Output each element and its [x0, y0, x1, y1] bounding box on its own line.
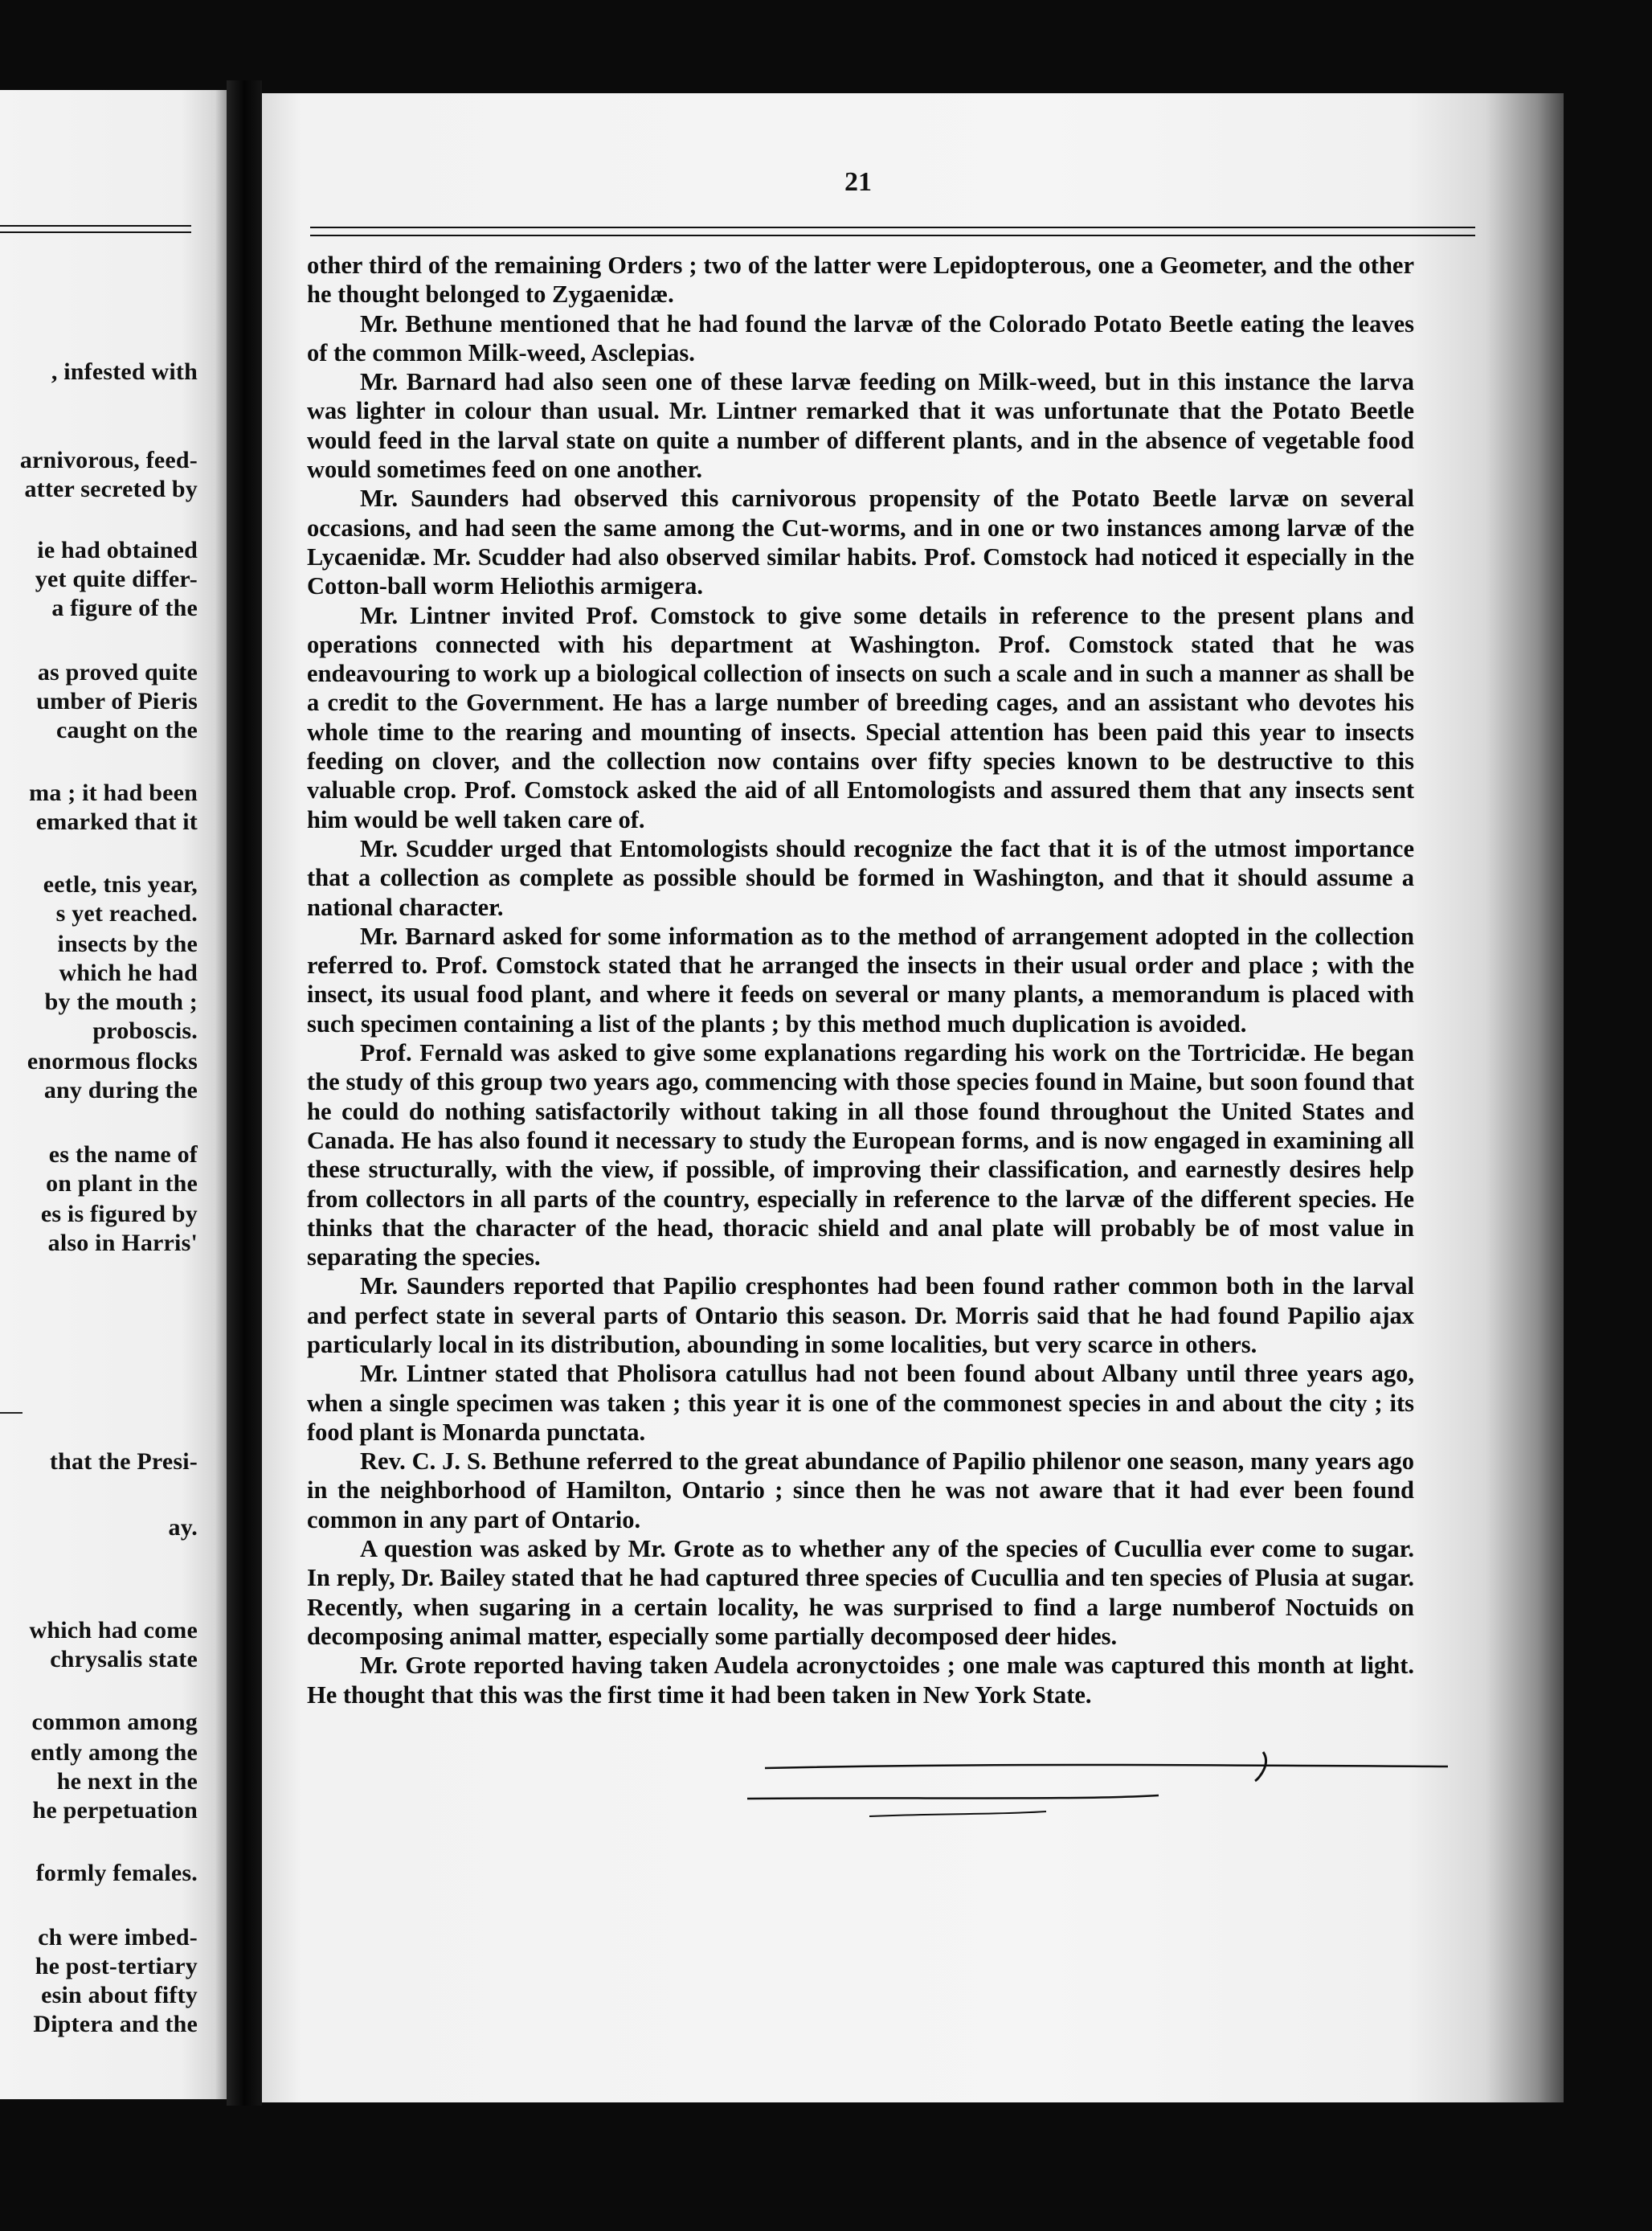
previous-page-line: any during the	[43, 1077, 198, 1103]
previous-page-line: s yet reached.	[55, 900, 198, 927]
previous-page-header-rule	[0, 225, 191, 233]
header-rule	[310, 227, 1475, 236]
paragraph: Mr. Lintner invited Prof. Comstock to give some details in reference to the present plans and operations connected with his department at Washington. Prof. Comstock stated that he was endeavouring to work up a biological collection of insects on such a scale and in such a manner as shall be a credit to the Government. He has a large number of breeding cages, and an assistant who devotes his whole time to the rearing and mounting of insects. Special attention has been paid this year to insects feeding on clover, and the collection now contains over fifty species known to be destructive to this valuable crop. Prof. Comstock asked the aid of all Entomologists and assured them that any insects sent him would be well taken care of.	[307, 601, 1414, 833]
previous-page-line: common among	[31, 1709, 198, 1735]
book-gutter	[227, 80, 262, 2106]
previous-page-line: also in Harris'	[47, 1230, 198, 1256]
previous-page-section-rule	[0, 1412, 22, 1414]
previous-page-line: caught on the	[56, 717, 198, 743]
previous-page-line: es the name of	[48, 1141, 198, 1168]
paragraph: other third of the remaining Orders ; two of the latter were Lepidopterous, one a Geometer, and the other he thought belonged to Zygaenidæ.	[307, 252, 1414, 309]
previous-page-line: he next in the	[56, 1768, 198, 1795]
previous-page-line: formly females.	[35, 1860, 198, 1886]
previous-page-line: ch were imbed-	[38, 1924, 198, 1951]
page	[262, 93, 1564, 2102]
paragraph: Prof. Fernald was asked to give some explanations regarding his work on the Tortricidæ. He began the study of this group two years ago, commencing with those species found in Maine, but soon found that he could do nothing satisfactorily without taking in all those found throughout the United States and Canada. He has also found it necessary to study the European forms, and is now engaged in examining all these structurally, with the view, if possible, of improving their classification, and earnestly desires help from collectors in all parts of the country, especially in reference to the larvæ of the different species. He thinks that the character of the head, thoracic shield and anal plate will probably be of most value in separating the species.	[307, 1039, 1414, 1271]
page-body	[307, 251, 1414, 1709]
paragraph: Mr. Lintner stated that Pholisora catullus had not been found about Albany until three years ago, when a single specimen was taken ; this year it is one of the commonest species in and about the city ; its food plant is Monarda punctata.	[307, 1360, 1414, 1446]
previous-page-line: which he had	[59, 960, 198, 986]
paragraph: Mr. Bethune mentioned that he had found the larvæ of the Colorado Potato Beetle eating the leaves of the common Milk-weed, Asclepias.	[307, 309, 1414, 366]
paragraph: Mr. Barnard had also seen one of these larvæ feeding on Milk-weed, but in this instance the larva was lighter in colour than usual. Mr. Lintner remarked that it was unfortunate that the Potato Beetle would feed in the larval state on quite a number of different plants, and in the absence of vegetable food would sometimes feed on one another.	[307, 368, 1414, 484]
previous-page-line: on plant in the	[46, 1170, 198, 1197]
previous-page	[0, 90, 227, 2099]
previous-page-line: insects by the	[57, 931, 198, 957]
previous-page-line: proboscis.	[92, 1017, 198, 1044]
previous-page-line: emarked that it	[35, 808, 198, 835]
previous-page-line: ay.	[168, 1514, 198, 1541]
previous-page-line: , infested with	[51, 358, 198, 385]
previous-page-line: ently among the	[31, 1739, 198, 1766]
previous-page-line: he post-tertiary	[35, 1953, 198, 1979]
paragraph: Mr. Barnard asked for some information as to the method of arrangement adopted in the collection referred to. Prof. Comstock stated that he arranged the insects in their usual order and place ; with the insect, its usual food plant, and where it feeds on several or many plants, a memorandum is placed with such specimen containing a list of the plants ; by this method much duplication is avoided.	[307, 922, 1414, 1038]
previous-page-line: he perpetuation	[32, 1797, 198, 1824]
previous-page-line: esin about fifty	[41, 1982, 198, 2008]
paragraph: Mr. Scudder urged that Entomologists should recognize the fact that it is of the utmost importance that a collection as complete as possible should be formed in Washington, and that it should assume a national character.	[307, 834, 1414, 921]
previous-page-line: ma ; it had been	[29, 780, 198, 806]
previous-page-line: by the mouth ;	[44, 989, 198, 1015]
previous-page-line: ie had obtained	[37, 537, 198, 563]
previous-page-line: a figure of the	[51, 595, 198, 621]
previous-page-line: eetle, tnis year,	[43, 871, 198, 898]
previous-page-line: Diptera and the	[33, 2011, 198, 2037]
previous-page-line: that the Presi-	[49, 1448, 198, 1475]
previous-page-line: arnivorous, feed-	[19, 447, 198, 473]
paragraph: A question was asked by Mr. Grote as to whether any of the species of Cucullia ever come to sugar. In reply, Dr. Bailey stated that he had captured three species of Cucullia and ten species of Plusia at sugar. Recently, when sugaring in a certain locality, he was surprised to find a large numberof Noctuids on decomposing animal matter, especially some partially decomposed deer hides.	[307, 1535, 1414, 1650]
previous-page-line: es is figured by	[40, 1201, 198, 1227]
previous-page-line: enormous flocks	[27, 1048, 198, 1075]
previous-page-line: yet quite differ-	[35, 566, 198, 592]
paragraph: Mr. Saunders had observed this carnivorous propensity of the Potato Beetle larvæ on several occasions, and had seen the same among the Cut-worms, and in one or two instances among larvæ of the Lycaenidæ. Mr. Scudder had also observed similar habits. Prof. Comstock had noticed it especially in the Cotton-ball worm Heliothis armigera.	[307, 485, 1414, 600]
handwritten-underline-mark	[741, 1749, 1464, 1821]
previous-page-line: umber of Pieris	[36, 688, 198, 714]
previous-page-line: chrysalis state	[50, 1646, 198, 1672]
paragraph: Mr. Saunders reported that Papilio cresphontes had been found rather common both in the larval and perfect state in several parts of Ontario this season. Dr. Morris said that he had found Papilio ajax particularly local in its distribution, abounding in some localities, but very scarce in others.	[307, 1272, 1414, 1358]
paragraph: Mr. Grote reported having taken Audela acronyctoides ; one male was captured this month at light. He thought that this was the first time it had been taken in New York State.	[307, 1652, 1414, 1709]
paragraph: Rev. C. J. S. Bethune referred to the great abundance of Papilio philenor one season, many years ago in the neighborhood of Hamilton, Ontario ; since then he was not aware that it had ever been found common in any part of Ontario.	[307, 1447, 1414, 1533]
previous-page-line: which had come	[29, 1617, 198, 1644]
page-number: 21	[844, 167, 872, 197]
previous-page-line: atter secreted by	[24, 476, 198, 502]
previous-page-line: as proved quite	[37, 659, 198, 686]
